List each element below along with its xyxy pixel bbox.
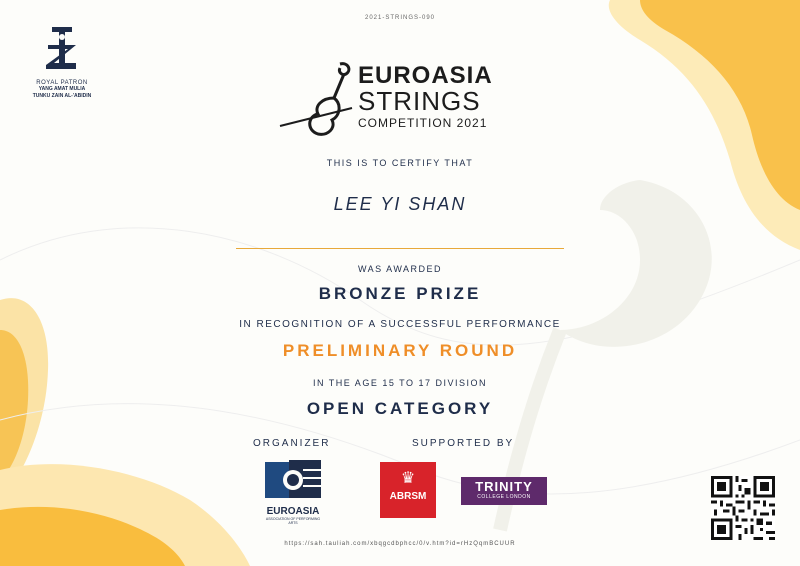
certificate-code: 2021-STRINGS-090 [364,15,436,21]
recipient-name: LEE YI SHAN [333,194,467,214]
patron-honorific: YANG AMAT MULIA [38,86,86,92]
certify-text: THIS IS TO CERTIFY THAT [326,158,474,168]
abrsm-logo [380,462,436,518]
supported-by-label: SUPPORTED BY [412,438,515,449]
patron-emblem-icon [40,25,84,73]
euroasia-logo-text: EUROASIA [266,506,320,517]
trinity-logo-text: TRINITY [475,479,533,494]
age-division-text: IN THE AGE 15 TO 17 DIVISION [312,378,488,388]
patron-title: ROYAL PATRON [36,80,88,86]
category-title: OPEN CATEGORY [306,399,494,418]
organizer-label: ORGANIZER [253,438,331,449]
brand-line-1: EUROASIA [358,62,493,89]
brand-line-3: COMPETITION 2021 [358,116,488,130]
trinity-logo [461,477,547,505]
awarded-text: WAS AWARDED [357,264,442,274]
euroasia-logo [262,458,324,525]
divider-line [236,248,564,249]
trinity-logo-subtext: COLLEGE LONDON [477,494,531,500]
crown-icon: ♛ [400,470,416,487]
recognition-text: IN RECOGNITION OF A SUCCESSFUL PERFORMANCE [239,319,561,330]
patron-name: TUNKU ZAIN AL-'ABIDIN [32,93,92,99]
brand-line-2: STRINGS [358,86,481,116]
qr-code-icon[interactable] [711,476,775,540]
round-title: PRELIMINARY ROUND [282,341,518,360]
euroasia-logo-subtext: ASSOCIATION OF PERFORMING ARTS [265,517,321,525]
verification-url[interactable]: https://sah.tauliah.com/xbqgcdbphcc/0/v.htm?id=rHzQqmBCUUR [284,541,516,547]
euroasia-emblem-icon [263,458,323,500]
abrsm-logo-text: ABRSM [389,491,427,502]
royal-patron [22,25,102,100]
prize-title: BRONZE PRIZE [318,284,482,303]
violin-scroll-icon [278,58,358,138]
competition-brand [278,58,508,138]
